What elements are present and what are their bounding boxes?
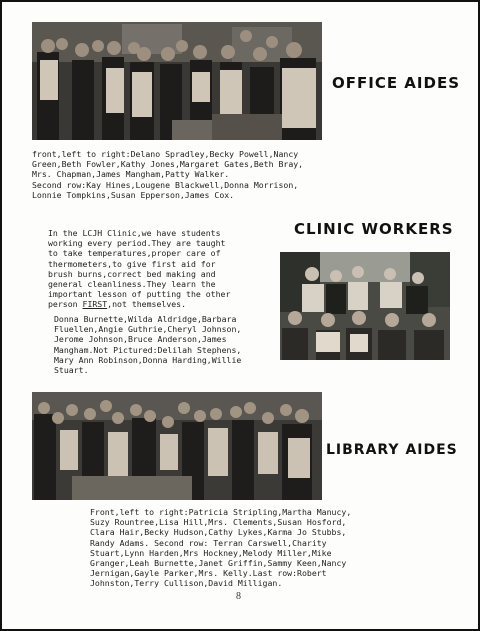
office-aides-heading: OFFICE AIDES — [332, 74, 460, 92]
clinic-intro-text — [48, 228, 288, 310]
clinic-intro-emphasis: FIRST — [82, 299, 108, 310]
clinic-intro-line: brush burns,correct bed making and — [48, 268, 216, 279]
office-aides-photo — [32, 22, 322, 140]
page-number: 8 — [236, 591, 241, 602]
clinic-intro-suffix: ,not themselves. — [107, 299, 187, 310]
clinic-intro-line: general cleanliness.They learn the — [48, 279, 216, 290]
clinic-workers-photo — [280, 252, 450, 360]
clinic-intro-prefix: person — [48, 299, 83, 310]
clinic-intro-line: thermometers,to give first aid for — [48, 258, 216, 269]
library-aides-heading: LIBRARY AIDES — [326, 442, 458, 458]
clinic-intro-line: working every period.They are taught — [48, 238, 226, 249]
clinic-intro-line: to take temperatures,proper care of — [48, 248, 221, 259]
library-aides-photo — [32, 392, 322, 500]
office-aides-caption: front,left to right:Delano Spradley,Becky Powell,Nancy Green,Beth Fowler,Kathy Jones,Margaret Gates,Beth Bray, Mrs. Chapman,James Mangham,Patty Walker. Second row:Kay Hines,Lougene Blackwell,Donna Morrison, Lonnie Tompkins,Susan Epperson,James Cox. — [32, 149, 304, 200]
clinic-intro-line: In the LCJH Clinic,we have students — [48, 228, 221, 238]
clinic-workers-heading: CLINIC WORKERS — [294, 220, 454, 238]
clinic-intro-last-line — [48, 299, 288, 309]
clinic-intro-line: important lesson of putting the other — [48, 289, 231, 300]
clinic-workers-names: Donna Burnette,Wilda Aldridge,Barbara Fluellen,Angie Guthrie,Cheryl Johnson, Jerome Johnson,Bruce Anderson,James Mangham.Not Pictured:Delilah Stephens, Mary Ann Robinson,Donna Harding,Willie Stuart. — [54, 314, 242, 376]
library-aides-caption: Front,left to right:Patricia Stripling,Martha Manucy, Suzy Rountree,Lisa Hill,Mrs. Clements,Susan Hosford, Clara Hair,Becky Hudson,Cathy Lykes,Karma Jo Stubbs, Randy Adams. Second row: Terran Carswell,Charity Stuart,Lynn Harden,Mrs Hockney,Melody Miller,Mike Granger,Leah Burnette,Janet Griffin,Sammy Keen,Nancy Jernigan,Gayle Parker,Mrs. Kelly.Last row:Robert Johnston,Terry Cullison,David Milligan. — [90, 507, 352, 589]
